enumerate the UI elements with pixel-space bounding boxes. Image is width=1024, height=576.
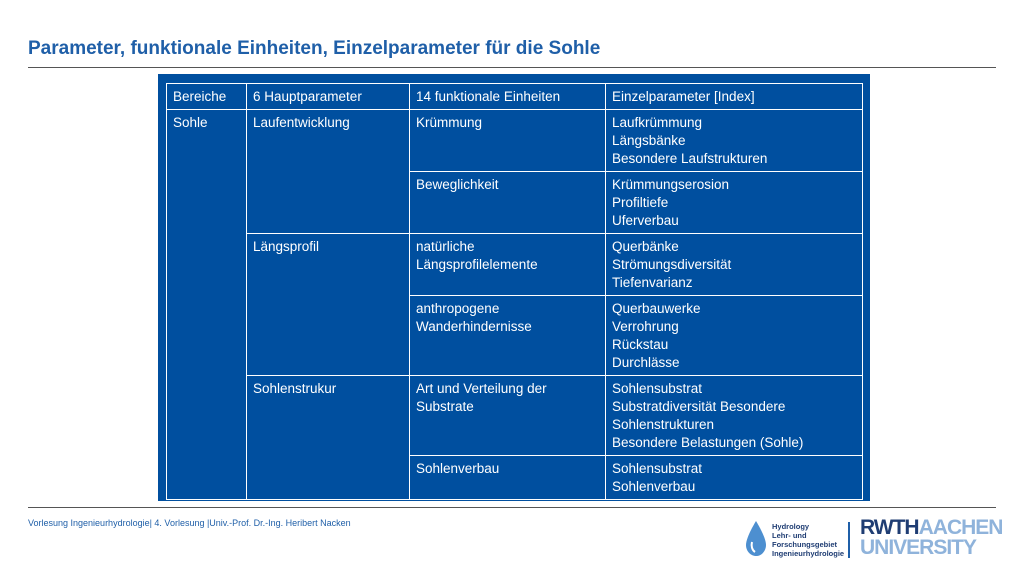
cell-hauptparameter: Sohlenstrukur <box>247 376 410 500</box>
cell-einzelparameter <box>606 296 863 376</box>
einzelparameter-line: Querbänke <box>612 239 679 254</box>
footer-text: Vorlesung Ingenieurhydrologie| 4. Vorlesung |Univ.-Prof. Dr.-Ing. Heribert Nacken <box>28 518 351 528</box>
einzelparameter-line: Besondere Belastungen (Sohle) <box>612 435 804 450</box>
cell-funktionale-einheit <box>410 456 606 500</box>
table-header-row <box>167 84 863 110</box>
einheit-line: Sohlenverbau <box>416 461 500 476</box>
table-frame <box>158 74 870 501</box>
einzelparameter-line: Querbauwerke <box>612 301 701 316</box>
einzelparameter-line: Besondere Laufstrukturen <box>612 151 768 166</box>
cell-funktionale-einheit <box>410 172 606 234</box>
cell-einzelparameter <box>606 172 863 234</box>
einheit-line: Substrate <box>416 399 474 414</box>
einheit-line: Art und Verteilung der <box>416 381 547 396</box>
parameter-table <box>166 83 863 500</box>
institute-line: Lehr- und <box>772 531 807 540</box>
einzelparameter-line: Verrohrung <box>612 319 679 334</box>
cell-einzelparameter <box>606 234 863 296</box>
einheit-line: natürliche <box>416 239 475 254</box>
einheit-line: Wanderhindernisse <box>416 319 532 334</box>
cell-bereich: Sohle <box>167 110 247 500</box>
table-row <box>167 110 863 172</box>
logo-university: UNIVERSITY <box>860 536 977 559</box>
institute-line: Forschungsgebiet <box>772 540 838 549</box>
cell-einzelparameter <box>606 376 863 456</box>
einheit-line: anthropogene <box>416 301 500 316</box>
einheit-line: Beweglichkeit <box>416 177 499 192</box>
cell-einzelparameter <box>606 456 863 500</box>
einzelparameter-line: Substratdiversität Besondere <box>612 399 786 414</box>
title-divider <box>28 67 996 68</box>
einzelparameter-line: Sohlenstrukturen <box>612 417 715 432</box>
einzelparameter-line: Sohlensubstrat <box>612 381 703 396</box>
header-bereiche: Bereiche <box>167 84 247 110</box>
einzelparameter-line: Krümmungserosion <box>612 177 730 192</box>
einzelparameter-line: Strömungsdiversität <box>612 257 732 272</box>
einzelparameter-line: Rückstau <box>612 337 669 352</box>
einzelparameter-line: Laufkrümmung <box>612 115 703 130</box>
institute-line: Ingenieurhydrologie <box>772 549 845 558</box>
einzelparameter-line: Sohlenverbau <box>612 479 696 494</box>
header-hauptparameter: 6 Hauptparameter <box>247 84 410 110</box>
cell-einzelparameter <box>606 110 863 172</box>
einzelparameter-line: Sohlensubstrat <box>612 461 703 476</box>
footer-divider <box>28 507 996 508</box>
einheit-line: Krümmung <box>416 115 483 130</box>
table-body <box>167 110 863 500</box>
header-funktionale-einheiten: 14 funktionale Einheiten <box>410 84 606 110</box>
cell-funktionale-einheit <box>410 110 606 172</box>
table-row <box>167 376 863 456</box>
institute-logo <box>744 518 844 562</box>
cell-hauptparameter: Längsprofil <box>247 234 410 376</box>
university-logo <box>860 516 1003 562</box>
einzelparameter-line: Längsbänke <box>612 133 686 148</box>
cell-funktionale-einheit <box>410 296 606 376</box>
cell-hauptparameter: Laufentwicklung <box>247 110 410 234</box>
einzelparameter-line: Profiltiefe <box>612 195 669 210</box>
einzelparameter-line: Durchlässe <box>612 355 680 370</box>
slide-title: Parameter, funktionale Einheiten, Einzelparameter für die Sohle <box>28 38 601 59</box>
logo-rwth: RWTH <box>860 516 919 539</box>
einzelparameter-line: Uferverbau <box>612 213 679 228</box>
logo-aachen: AACHEN <box>918 516 1003 539</box>
einheit-line: Längsprofilelemente <box>416 257 538 272</box>
header-einzelparameter: Einzelparameter [Index] <box>606 84 863 110</box>
table-row <box>167 234 863 296</box>
water-drop-icon <box>744 520 768 558</box>
cell-funktionale-einheit <box>410 376 606 456</box>
cell-funktionale-einheit <box>410 234 606 296</box>
logo-separator <box>848 522 850 558</box>
einzelparameter-line: Tiefenvarianz <box>612 275 693 290</box>
institute-line: Hydrology <box>772 522 810 531</box>
